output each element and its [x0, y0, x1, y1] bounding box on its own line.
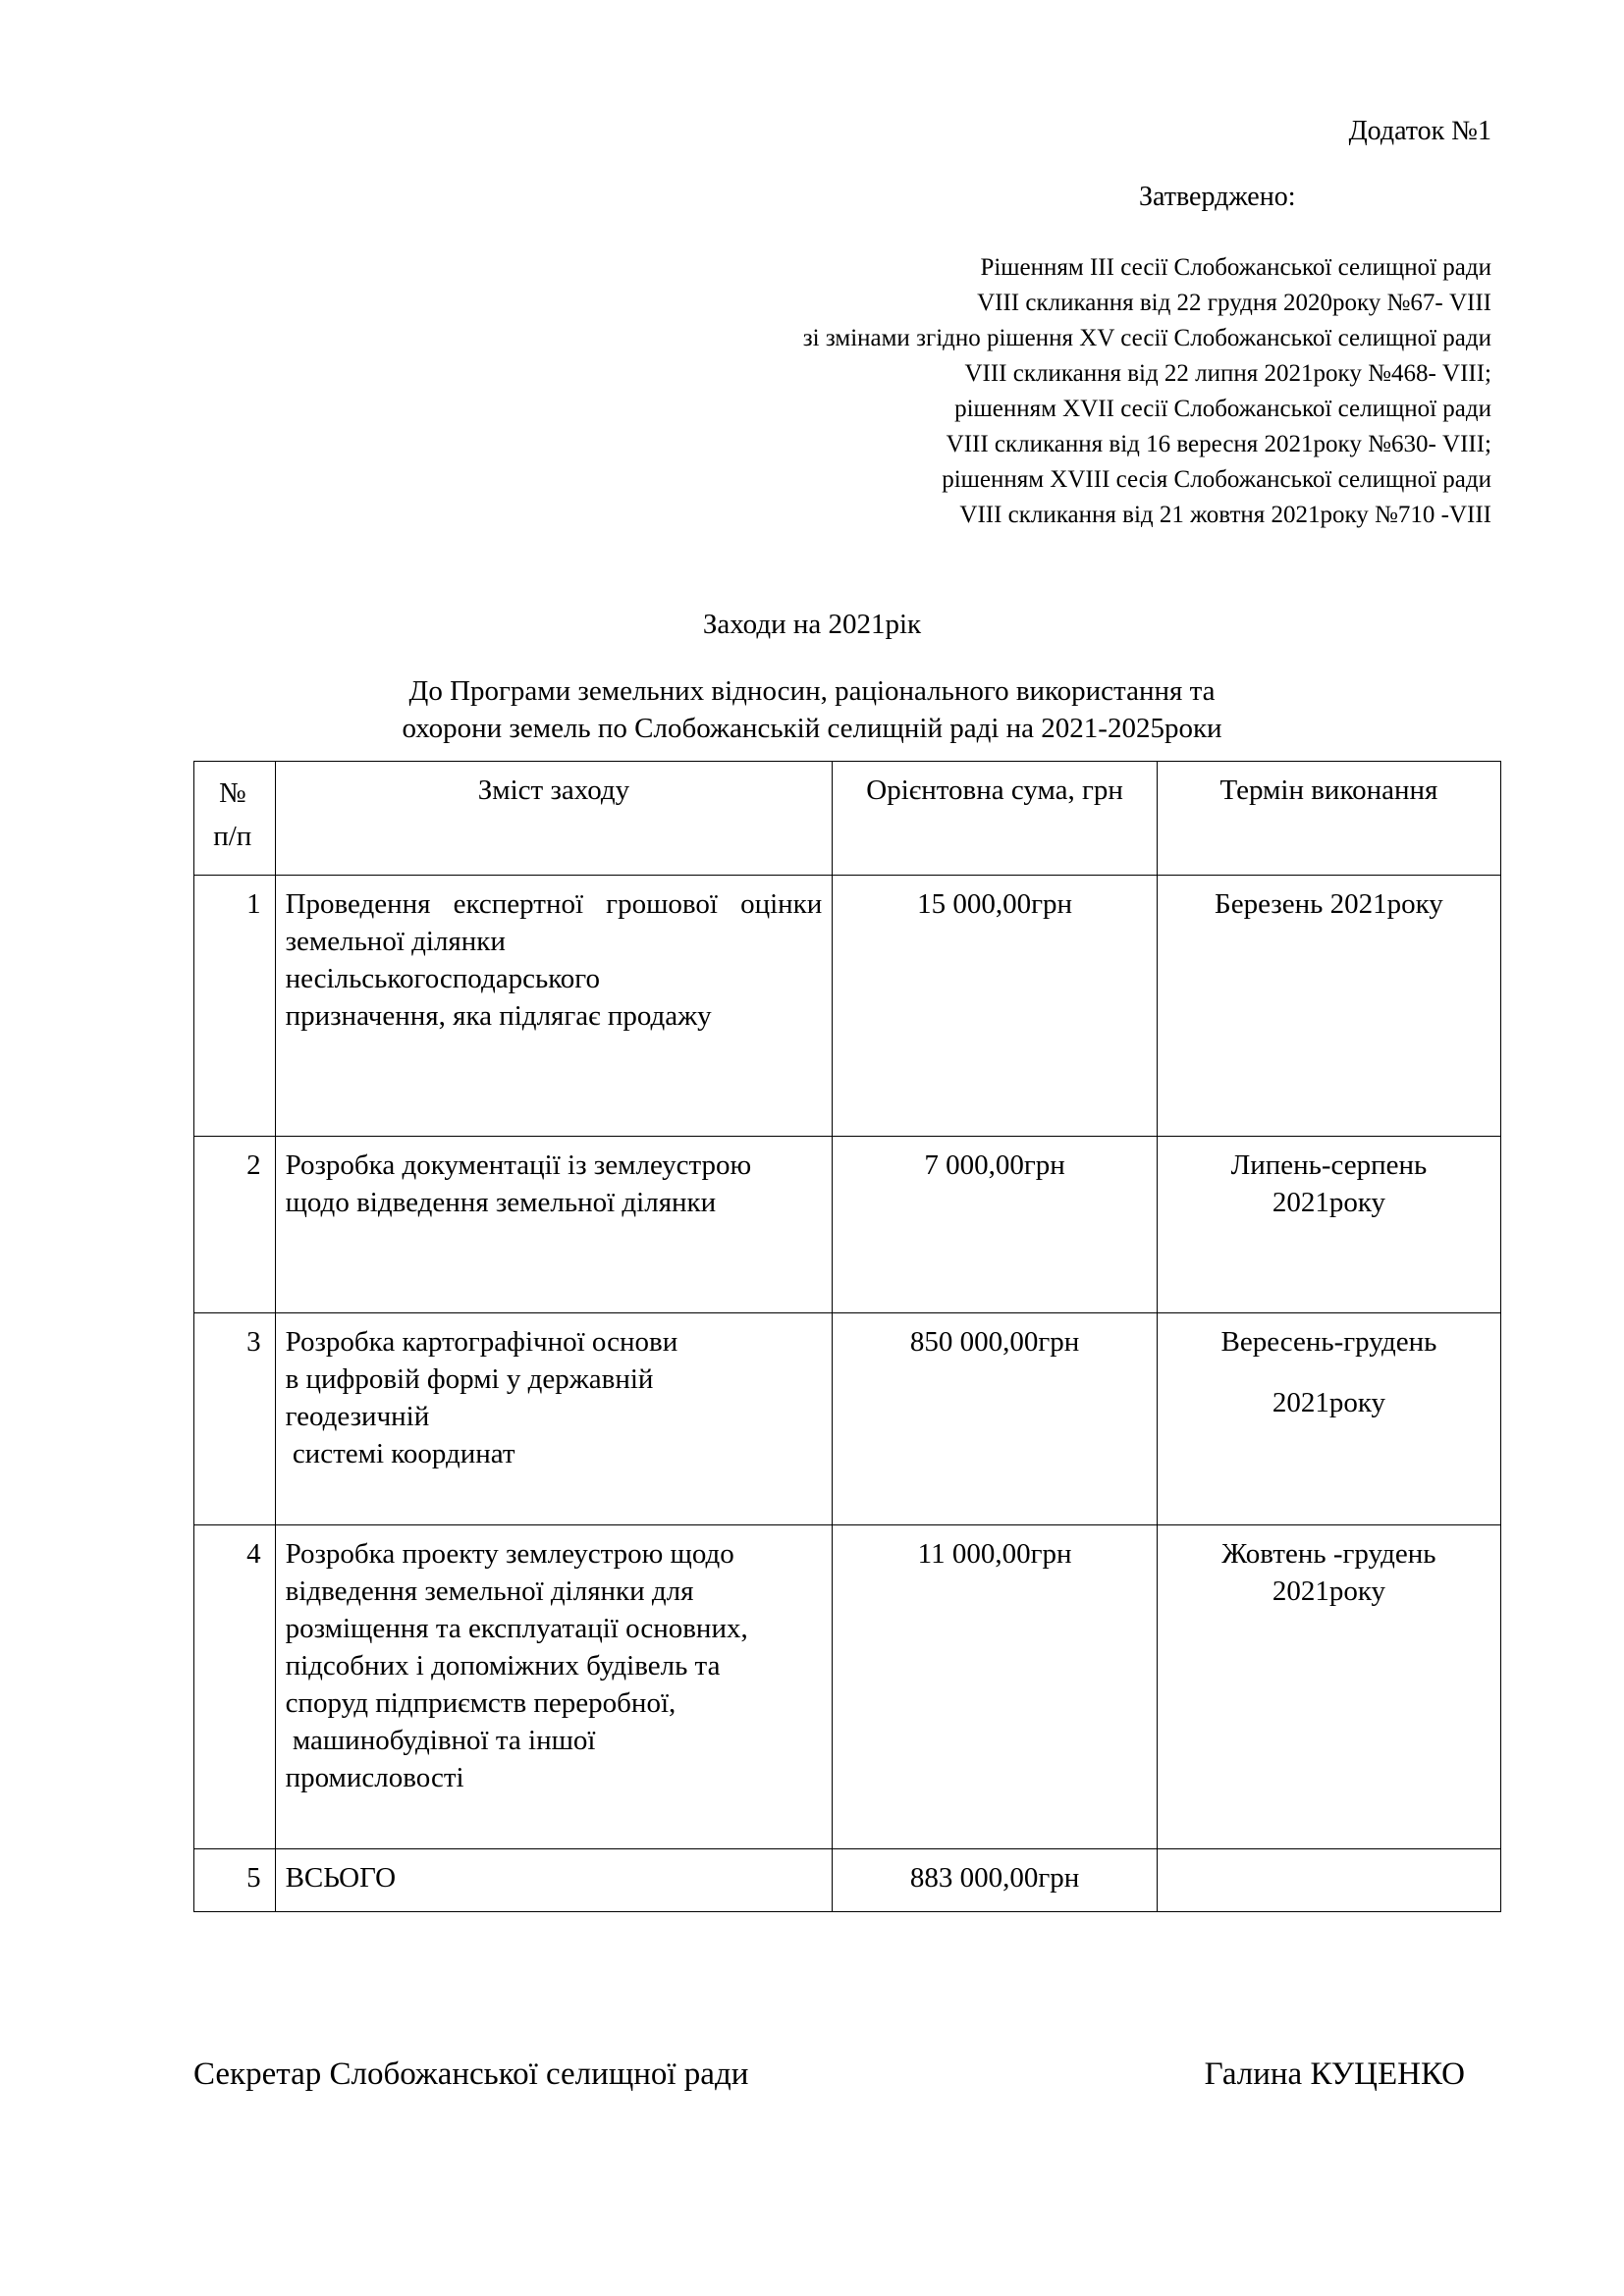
- row-number: 4: [194, 1525, 276, 1849]
- row-sum: 15 000,00грн: [833, 876, 1158, 1137]
- row-content: [275, 1313, 833, 1525]
- term-line: Березень 2021року: [1215, 888, 1443, 920]
- content-line: промисловості: [285, 1762, 464, 1793]
- decision-line: VIII скликання від 16 вересня 2021року №630- VIII;: [946, 431, 1491, 457]
- decision-line: VIII скликання від 22 грудня 2020року №67- VIII: [977, 290, 1491, 316]
- decision-references: [803, 250, 1491, 533]
- subheading-line: До Програми земельних відносин, раціонального використання та: [408, 675, 1216, 707]
- content-line: Розробка картографічної основи: [285, 1326, 678, 1358]
- subheading-line: охорони земель по Слобожанській селищній раді на 2021-2025роки: [402, 713, 1222, 744]
- term-line: Жовтень -грудень: [1221, 1538, 1436, 1570]
- content-line: Розробка документації із землеустрою щодо відведення земельної ділянки: [285, 1149, 752, 1218]
- header-number-symbol: №: [218, 777, 246, 809]
- document-subheading: [0, 672, 1624, 747]
- row-content: [275, 1525, 833, 1849]
- decision-line: VIII скликання від 21 жовтня 2021року №710 -VIII: [959, 502, 1491, 528]
- decision-line: рішенням ХVII сесії Слобожанської селищної ради: [954, 396, 1491, 422]
- term-line: 2021року: [1272, 1187, 1386, 1218]
- content-line: Проведення експертної грошової оцінки земельної ділянки: [285, 888, 823, 957]
- row-term: [1157, 876, 1500, 1137]
- decision-line: VIII скликання від 22 липня 2021року №468- VIII;: [964, 360, 1491, 387]
- row-number: 5: [194, 1849, 276, 1912]
- header-term: Термін виконання: [1157, 762, 1500, 876]
- header-number-abbrev: п/п: [213, 821, 252, 852]
- row-number: 1: [194, 876, 276, 1137]
- row-sum: 11 000,00грн: [833, 1525, 1158, 1849]
- row-content: [275, 876, 833, 1137]
- signature-position: Секретар Слобожанської селищної ради: [193, 2056, 749, 2092]
- signature-name: Галина КУЦЕНКО: [1204, 2056, 1465, 2092]
- row-term: [1157, 1313, 1500, 1525]
- term-line: 2021року: [1272, 1387, 1386, 1418]
- content-line: в цифровій формі у державній: [285, 1363, 654, 1395]
- table-row: [194, 1313, 1501, 1525]
- content-line: споруд підприємств переробної,: [285, 1687, 677, 1719]
- row-content: [275, 1849, 833, 1912]
- decision-line: рішенням ХVIII сесія Слобожанської селищної ради: [942, 466, 1491, 493]
- header-sum: Орієнтовна сума, грн: [833, 762, 1158, 876]
- row-number: 3: [194, 1313, 276, 1525]
- header-number: [194, 762, 276, 876]
- document-heading: Заходи на 2021рік: [702, 609, 922, 640]
- content-line: геодезичній: [285, 1401, 430, 1432]
- table-row: [194, 876, 1501, 1137]
- table-header-row: [194, 762, 1501, 876]
- appendix-label: Додаток №1: [1348, 116, 1491, 146]
- row-term: [1157, 1137, 1500, 1313]
- content-line: відведення земельної ділянки для: [285, 1575, 694, 1607]
- row-sum: 7 000,00грн: [833, 1137, 1158, 1313]
- term-line: Вересень-грудень: [1220, 1326, 1437, 1358]
- term-line: 2021року: [1272, 1575, 1386, 1607]
- row-sum: 883 000,00грн: [833, 1849, 1158, 1912]
- row-term: [1157, 1849, 1500, 1912]
- decision-line: Рішенням ІІІ сесії Слобожанської селищної ради: [980, 254, 1491, 281]
- content-line: ВСЬОГО: [285, 1862, 397, 1894]
- content-line: Розробка проекту землеустрою щодо: [285, 1538, 734, 1570]
- row-content: [275, 1137, 833, 1313]
- table-row: [194, 1137, 1501, 1313]
- header-content: Зміст заходу: [275, 762, 833, 876]
- decision-line: зі змінами згідно рішення ХV сесії Слобожанської селищної ради: [802, 325, 1491, 351]
- table-total-row: [194, 1849, 1501, 1912]
- content-line: машинобудівної та іншої: [285, 1725, 596, 1756]
- table-row: [194, 1525, 1501, 1849]
- measures-table: [193, 761, 1501, 1912]
- content-line: системі координат: [285, 1438, 515, 1469]
- content-line: підсобних і допоміжних будівель та: [285, 1650, 721, 1682]
- row-term: [1157, 1525, 1500, 1849]
- content-line: розміщення та експлуатації основних,: [285, 1613, 748, 1644]
- row-number: 2: [194, 1137, 276, 1313]
- approved-label: Затверджено:: [1139, 182, 1296, 212]
- row-sum: 850 000,00грн: [833, 1313, 1158, 1525]
- content-line: призначення, яка підлягає продажу: [285, 1000, 712, 1032]
- term-line: Липень-серпень: [1230, 1149, 1428, 1181]
- content-line: несільськогосподарського: [285, 963, 600, 994]
